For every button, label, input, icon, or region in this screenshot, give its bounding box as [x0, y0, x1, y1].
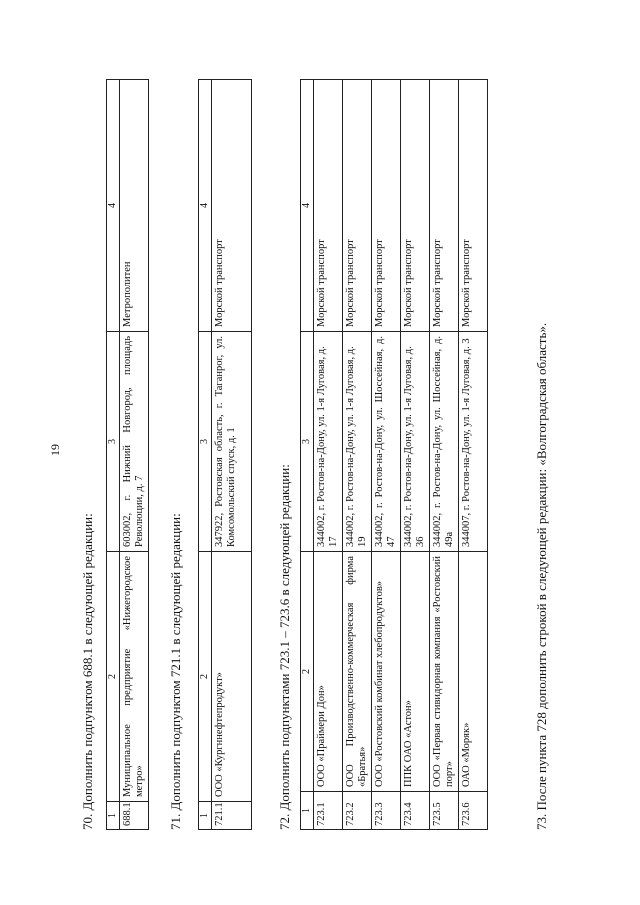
org-address: 344007, г. Ростов-на-Дону, ул. 1-я Луговая, д. 3: [459, 332, 488, 552]
org-address: 344002, г. Ростов-на-Дону, ул. 1-я Луговая, д. 19: [343, 332, 372, 552]
column-header: 4: [107, 80, 120, 332]
org-address: 347922, Ростовская область, г. Таганрог, ул. Комсомольский спуск, д. 1: [212, 332, 252, 552]
table-row: [314, 80, 343, 830]
transport-type: Морской транспорт: [430, 80, 459, 332]
table-header-row: [199, 80, 212, 830]
table-row: [343, 80, 372, 830]
transport-type: Морской транспорт: [212, 80, 252, 332]
column-header: 1: [107, 802, 120, 830]
table-row: [212, 80, 252, 830]
section-70-heading: 70. Дополнить подпунктом 688.1 в следующей редакции:: [80, 513, 95, 830]
table-row: [430, 80, 459, 830]
transport-type: Метрополитен: [120, 80, 149, 332]
transport-type: Морской транспорт: [372, 80, 401, 332]
row-number: 721.1: [212, 802, 252, 830]
org-name: ООО Производственно-коммерческая фирма «Братья»: [343, 552, 372, 792]
column-header: 3: [199, 332, 212, 552]
org-address: 344002, г. Ростов-на-Дону, ул. Шоссейная, д. 47: [372, 332, 401, 552]
row-number: 723.6: [459, 792, 488, 830]
table-688: [106, 79, 149, 830]
row-number: 723.1: [314, 792, 343, 830]
org-address: 344002, г. Ростов-на-Дону, ул. Шоссейная, д. 49а: [430, 332, 459, 552]
row-number: 723.3: [372, 792, 401, 830]
table-row: [459, 80, 488, 830]
org-address: 603002, г. Нижний Новгород, площадь Революции, д. 7: [120, 332, 149, 552]
org-address: 344002, г. Ростов-на-Дону, ул. 1-я Луговая, д. 36: [401, 332, 430, 552]
transport-type: Морской транспорт: [343, 80, 372, 332]
transport-type: Морской транспорт: [459, 80, 488, 332]
table-header-row: [301, 80, 314, 830]
column-header: 1: [301, 792, 314, 830]
column-header: 2: [199, 552, 212, 802]
section-71-heading: 71. Дополнить подпунктом 721.1 в следующей редакции:: [168, 513, 183, 830]
column-header: 4: [301, 80, 314, 332]
org-name: ППК ОАО «Астон»: [401, 552, 430, 792]
org-address: 344002, г. Ростов-на-Дону, ул. 1-я Луговая, д. 17: [314, 332, 343, 552]
row-number: 723.2: [343, 792, 372, 830]
section-72-heading: 72. Дополнить подпунктами 723.1 – 723.6 в следующей редакции:: [277, 464, 292, 830]
section-73-paragraph: 73. После пункта 728 дополнить строкой в следующей редакции: «Волгоградская область».: [534, 322, 549, 830]
org-name: ООО «Первая стивидорная компания «Ростовский порт»: [430, 552, 459, 792]
column-header: 2: [107, 552, 120, 802]
row-number: 723.5: [430, 792, 459, 830]
table-row: [120, 80, 149, 830]
table-row: [401, 80, 430, 830]
table-721: [198, 79, 252, 830]
column-header: 3: [107, 332, 120, 552]
table-row: [372, 80, 401, 830]
column-header: 3: [301, 332, 314, 552]
org-name: ООО «Ростовский комбинат хлебопродуктов»: [372, 552, 401, 792]
page-number: 19: [48, 444, 62, 456]
org-name: ОАО «Моряк»: [459, 552, 488, 792]
row-number: 688.1: [120, 802, 149, 830]
column-header: 1: [199, 802, 212, 830]
column-header: 4: [199, 80, 212, 332]
column-header: 2: [301, 552, 314, 792]
transport-type: Морской транспорт: [314, 80, 343, 332]
table-723: [300, 79, 488, 830]
org-name: ООО «Праймери Дон»: [314, 552, 343, 792]
row-number: 723.4: [401, 792, 430, 830]
table-header-row: [107, 80, 120, 830]
transport-type: Морской транспорт: [401, 80, 430, 332]
org-name: Муниципальное предприятие «Нижегородское метро»: [120, 552, 149, 802]
org-name: ООО «Кургннефтепродукт»: [212, 552, 252, 802]
